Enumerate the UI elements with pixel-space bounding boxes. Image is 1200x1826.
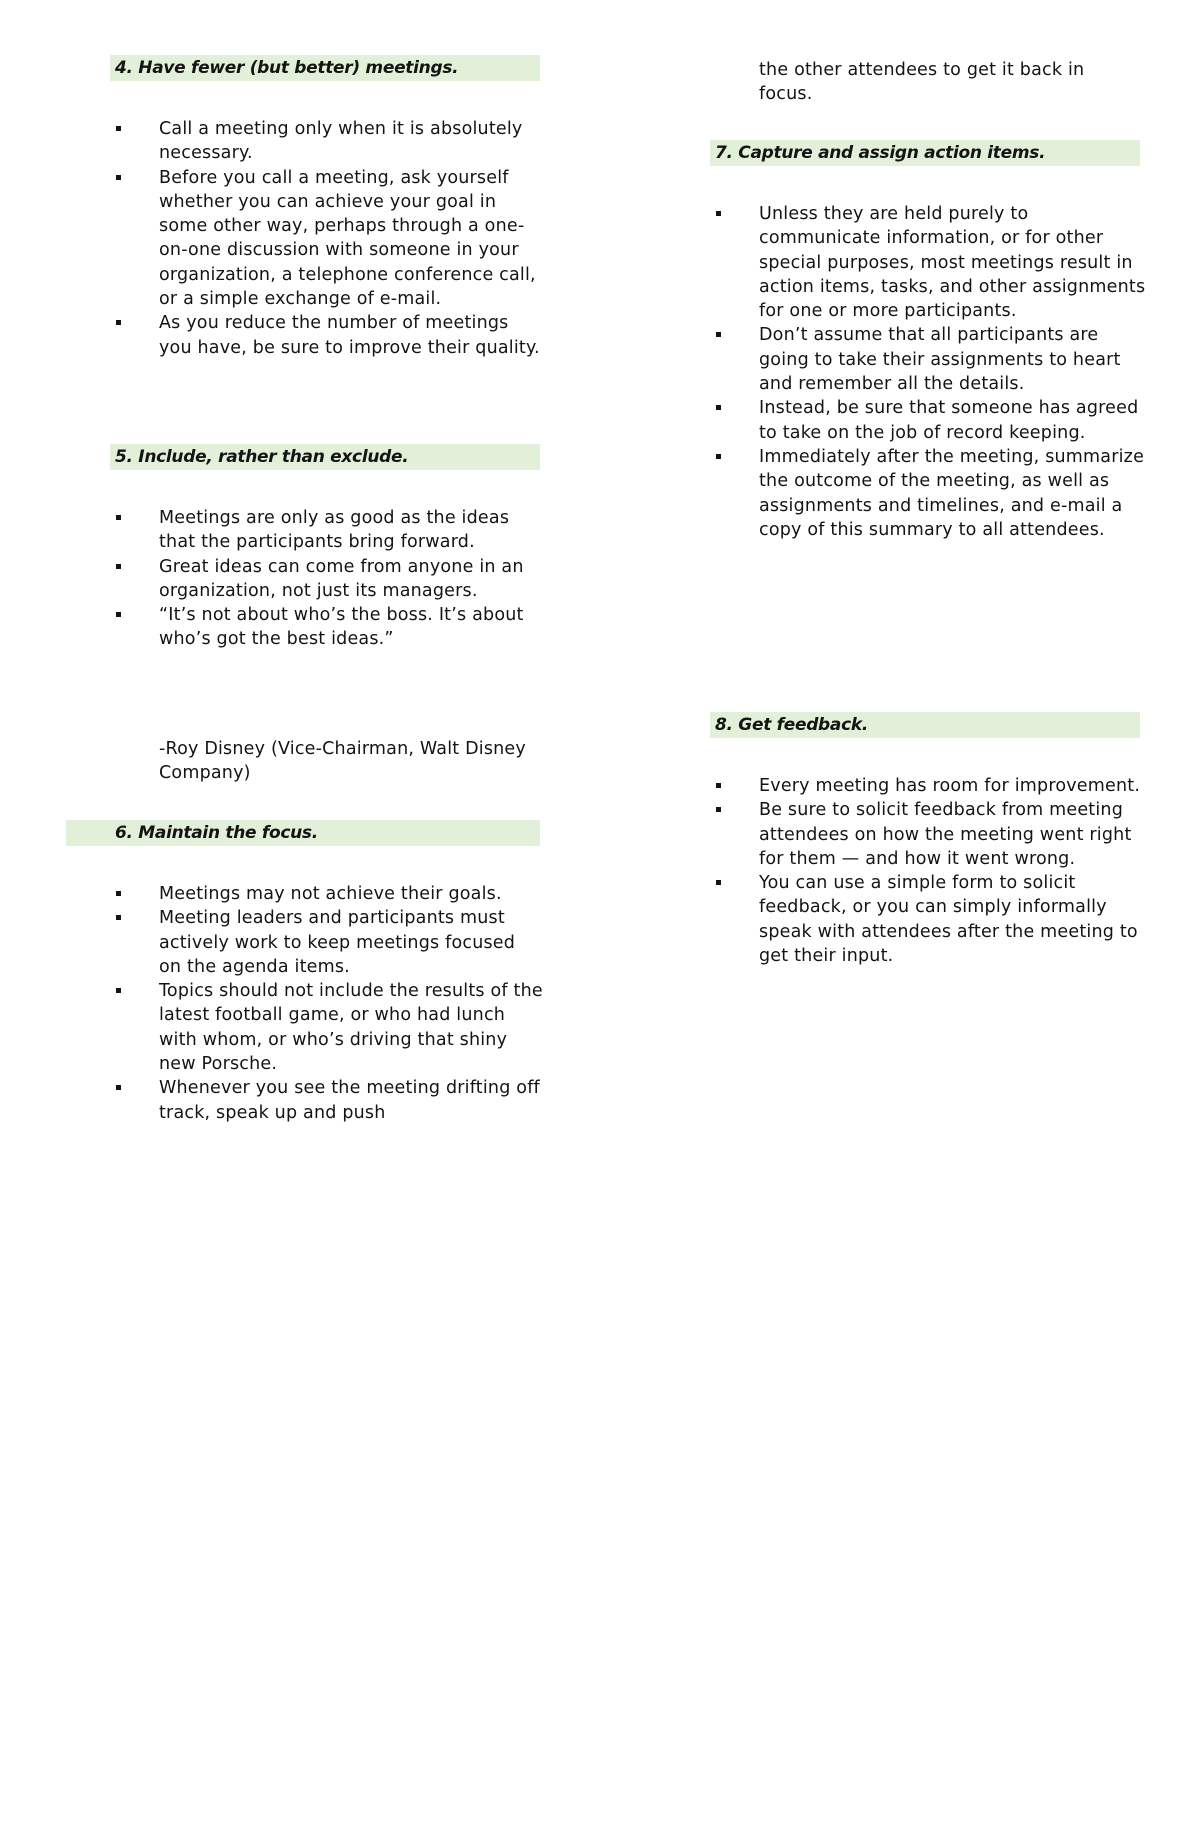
bullet-square-icon	[116, 988, 121, 993]
list-item: Meetings may not achieve their goals.	[113, 882, 543, 906]
bullet-square-icon	[716, 807, 721, 812]
bullet-square-icon	[116, 612, 121, 617]
bullet-square-icon	[716, 783, 721, 788]
list-item: Meetings are only as good as the ideas that the participants bring forward.	[113, 506, 543, 555]
list-item: Don’t assume that all participants are going to take their assignments to heart and remember all the details.	[713, 323, 1153, 396]
list-item: Before you call a meeting, ask yourself whether you can achieve your goal in some other way, perhaps through a one-on-one discussion with someone in your organization, a telephone conference call, or a simple exchange of e-mail.	[113, 166, 543, 312]
list-item: Great ideas can come from anyone in an organization, not just its managers.	[113, 555, 543, 604]
section-6-list	[113, 882, 543, 1125]
list-item: Call a meeting only when it is absolutely necessary.	[113, 117, 543, 166]
list-item: Unless they are held purely to communicate information, or for other special purposes, most meetings result in action items, tasks, and other assignments for one or more participants.	[713, 202, 1153, 323]
list-item: Instead, be sure that someone has agreed to take on the job of record keeping.	[713, 396, 1153, 445]
list-item: Topics should not include the results of the latest football game, or who had lunch with whom, or who’s driving that shiny new Porsche.	[113, 979, 543, 1076]
list-item: Whenever you see the meeting drifting off track, speak up and push	[113, 1076, 543, 1125]
bullet-square-icon	[116, 515, 121, 520]
bullet-square-icon	[716, 332, 721, 337]
bullet-square-icon	[116, 175, 121, 180]
bullet-square-icon	[116, 915, 121, 920]
bullet-square-icon	[716, 211, 721, 216]
bullet-square-icon	[116, 891, 121, 896]
list-item: Be sure to solicit feedback from meeting attendees on how the meeting went right for them — and how it went wrong.	[713, 798, 1153, 871]
section-6-continuation: the other attendees to get it back in focus.	[759, 60, 1085, 105]
section-4-heading: 4. Have fewer (but better) meetings.	[110, 55, 540, 81]
bullet-square-icon	[116, 1085, 121, 1090]
section-7-list	[713, 202, 1153, 542]
list-item: Every meeting has room for improvement.	[713, 774, 1153, 798]
list-item: Meeting leaders and participants must actively work to keep meetings focused on the agenda items.	[113, 906, 543, 979]
quote-author: -Roy Disney (Vice-Chairman, Walt Disney Company)	[159, 739, 526, 784]
bullet-square-icon	[716, 880, 721, 885]
section-4-list	[113, 117, 543, 360]
section-6-heading: 6. Maintain the focus.	[66, 820, 540, 846]
bullet-square-icon	[716, 405, 721, 410]
list-item: “It’s not about who’s the boss. It’s about who’s got the best ideas.”	[113, 603, 543, 652]
list-item: As you reduce the number of meetings you have, be sure to improve their quality.	[113, 311, 543, 360]
section-5-list	[113, 506, 543, 652]
section-8-list	[713, 774, 1153, 968]
bullet-square-icon	[116, 126, 121, 131]
section-5-heading: 5. Include, rather than exclude.	[110, 444, 540, 470]
bullet-square-icon	[116, 564, 121, 569]
list-item: Immediately after the meeting, summarize the outcome of the meeting, as well as assignments and timelines, and e-mail a copy of this summary to all attendees.	[713, 445, 1153, 542]
list-item: You can use a simple form to solicit feedback, or you can simply informally speak with attendees after the meeting to get their input.	[713, 871, 1153, 968]
section-8-heading: 8. Get feedback.	[710, 712, 1140, 738]
bullet-square-icon	[716, 454, 721, 459]
section-7-heading: 7. Capture and assign action items.	[710, 140, 1140, 166]
bullet-square-icon	[116, 320, 121, 325]
